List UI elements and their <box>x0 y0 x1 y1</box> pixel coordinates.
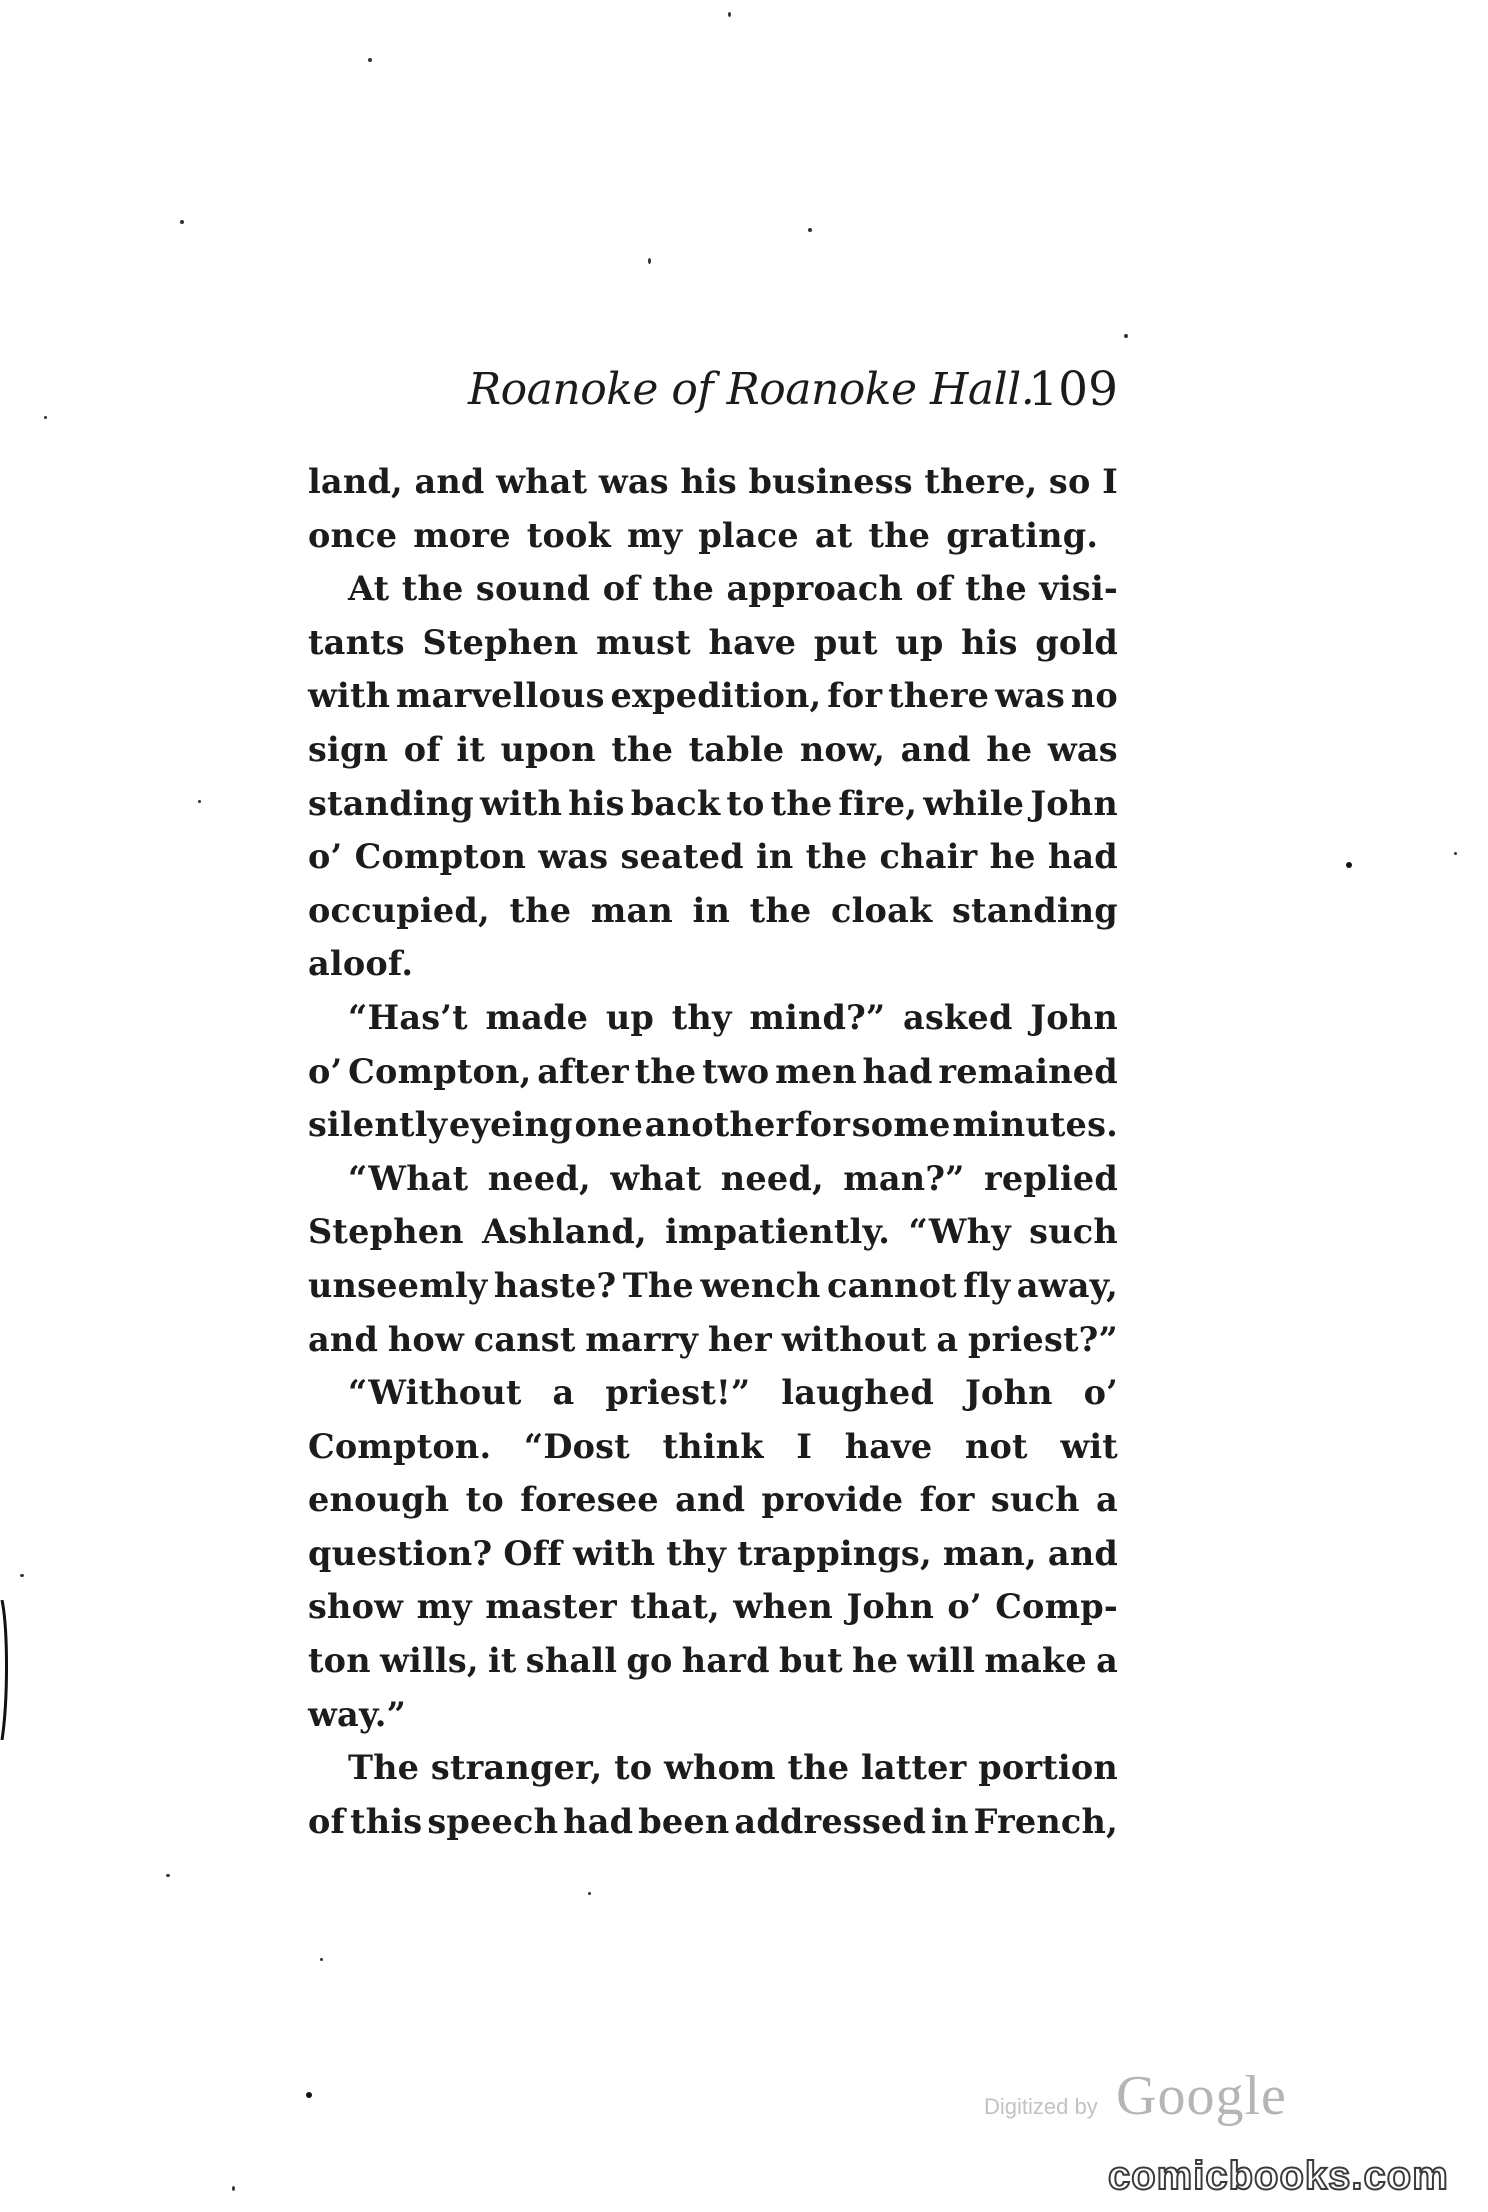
word: had <box>1047 837 1118 877</box>
word: he <box>852 1641 899 1681</box>
word: fly <box>963 1265 1011 1305</box>
word: one <box>574 1105 644 1145</box>
text-line <box>308 1688 1118 1742</box>
word: to <box>726 783 765 823</box>
word: for <box>827 676 883 716</box>
word: “Dost <box>523 1426 630 1466</box>
word: make <box>984 1641 1087 1681</box>
word: there, <box>924 462 1038 501</box>
word: what <box>610 1158 702 1198</box>
word: haste? <box>493 1265 617 1305</box>
word: French, <box>973 1801 1118 1841</box>
word: aloof. <box>308 944 414 984</box>
word: speech <box>427 1801 559 1841</box>
word: was <box>1047 729 1118 769</box>
word: foresee <box>520 1480 659 1520</box>
scan-speck <box>1124 334 1128 338</box>
word: need, <box>487 1158 591 1198</box>
word: John <box>1030 783 1118 823</box>
word: man, <box>942 1533 1037 1573</box>
word: to <box>465 1480 504 1520</box>
word: with <box>308 676 391 716</box>
word: back <box>630 783 721 823</box>
word: some <box>851 1105 951 1145</box>
word: addressed <box>734 1801 927 1841</box>
text-line <box>308 1420 1118 1474</box>
word: “Without <box>348 1373 522 1413</box>
word: the <box>509 890 572 930</box>
word: more <box>413 515 511 555</box>
scan-speck <box>648 258 651 264</box>
word: he <box>989 837 1036 877</box>
word: so <box>1048 462 1091 501</box>
word: expedition, <box>610 676 822 716</box>
word: replied <box>984 1158 1118 1198</box>
word: land, <box>308 462 403 501</box>
word: canst <box>473 1319 576 1359</box>
word: the <box>805 837 868 877</box>
word: the <box>787 1748 850 1788</box>
word: two <box>702 1051 770 1091</box>
body-text <box>308 455 1118 1848</box>
word: go <box>626 1641 673 1681</box>
word: “Has’t <box>348 997 468 1037</box>
word: once <box>308 515 398 555</box>
scan-speck <box>1346 862 1352 868</box>
word: gold <box>1035 622 1118 662</box>
word: another <box>644 1105 794 1145</box>
word: took <box>526 515 611 555</box>
word: that, <box>630 1587 720 1627</box>
word: a <box>1096 1480 1118 1520</box>
word: it <box>456 729 485 769</box>
word: Off <box>503 1533 562 1573</box>
word: Compton <box>354 837 527 877</box>
word: standing <box>308 783 474 823</box>
word: approach <box>726 569 904 609</box>
word: a <box>552 1373 575 1413</box>
word: and <box>1047 1533 1118 1573</box>
word: John <box>964 1373 1053 1413</box>
word: while <box>923 783 1025 823</box>
word: visi- <box>1039 569 1118 609</box>
word: and <box>414 462 485 501</box>
scan-speck <box>368 58 372 62</box>
word: latter <box>860 1748 967 1788</box>
text-line <box>308 616 1118 670</box>
word: put <box>813 622 878 662</box>
word: but <box>778 1641 843 1681</box>
text-line <box>308 723 1118 777</box>
word: in <box>931 1801 969 1841</box>
word: The <box>348 1748 420 1788</box>
word: a <box>1096 1641 1118 1681</box>
word: wit <box>1060 1426 1118 1466</box>
text-line <box>308 669 1118 723</box>
google-logo: Google <box>1116 2065 1287 2127</box>
scan-speck <box>166 1874 170 1877</box>
running-title: Roanoke of Roanoke Hall. <box>468 364 1035 415</box>
page-number: 109 <box>1028 362 1118 417</box>
word: the <box>868 515 931 555</box>
word: away, <box>1016 1265 1118 1305</box>
word: fire, <box>838 783 918 823</box>
word: now, <box>799 729 886 769</box>
binding-edge-mark <box>0 1600 10 1740</box>
word: o’ <box>947 1587 982 1627</box>
site-watermark-text: comicbooks.com <box>1108 2154 1449 2198</box>
word: made <box>485 997 589 1037</box>
word: of <box>403 729 441 769</box>
word: of <box>308 1801 346 1841</box>
word: his <box>680 462 737 501</box>
word: table <box>688 729 785 769</box>
word: marry <box>585 1319 699 1359</box>
word: the <box>401 569 464 609</box>
word: in <box>755 837 794 877</box>
word: think <box>662 1426 764 1466</box>
text-line <box>308 1634 1118 1688</box>
word: way.” <box>308 1694 407 1734</box>
scan-speck <box>232 2186 235 2191</box>
word: asked <box>903 997 1013 1037</box>
word: the <box>611 729 674 769</box>
word: grating. <box>946 515 1099 555</box>
text-line <box>308 1580 1118 1634</box>
text-line <box>308 1366 1118 1420</box>
word: master <box>485 1587 617 1627</box>
word: trappings, <box>737 1533 932 1573</box>
word: The <box>622 1265 694 1305</box>
word: when <box>733 1587 833 1627</box>
word: standing <box>952 890 1118 930</box>
word: portion <box>978 1748 1118 1788</box>
word: have <box>844 1426 933 1466</box>
word: been <box>638 1801 730 1841</box>
word: a <box>936 1319 959 1359</box>
word: at <box>814 515 853 555</box>
word: cloak <box>831 890 933 930</box>
site-watermark <box>1108 2154 1478 2204</box>
word: silently <box>308 1105 448 1145</box>
word: his <box>961 622 1018 662</box>
word: was <box>538 837 609 877</box>
word: Compton. <box>308 1426 492 1466</box>
word: of <box>602 569 640 609</box>
scan-speck <box>808 228 812 232</box>
word: and <box>675 1480 746 1520</box>
scan-speck <box>180 220 184 224</box>
word: was <box>598 462 669 501</box>
word: Stephen <box>422 622 579 662</box>
word: chair <box>879 837 978 877</box>
word: will <box>907 1641 976 1681</box>
word: such <box>990 1480 1080 1520</box>
scan-speck <box>1454 852 1457 855</box>
word: place <box>698 515 799 555</box>
word: stranger, <box>430 1748 603 1788</box>
word: Comp- <box>995 1587 1118 1627</box>
scan-speck <box>306 2092 312 2098</box>
word: I <box>1102 462 1118 501</box>
word: tants <box>308 622 405 662</box>
word: impatiently. <box>665 1212 891 1252</box>
word: John <box>846 1587 935 1627</box>
word: the <box>965 569 1027 609</box>
word: minutes. <box>952 1105 1118 1145</box>
word: up <box>605 997 655 1037</box>
word: enough <box>308 1480 450 1520</box>
word: and <box>308 1319 379 1359</box>
text-line <box>308 1313 1118 1367</box>
word: o’ <box>308 837 343 877</box>
text-line <box>308 1259 1118 1313</box>
word: men <box>775 1051 857 1091</box>
word: sign <box>308 729 389 769</box>
word: Compton, <box>348 1051 532 1091</box>
text-line <box>308 830 1118 884</box>
scan-speck <box>198 800 201 803</box>
word: wills, <box>380 1641 479 1681</box>
text-line <box>308 1741 1118 1795</box>
word: the <box>652 569 715 609</box>
word: he <box>986 729 1033 769</box>
digitized-by-label: Digitized by <box>984 2094 1098 2119</box>
google-watermark <box>976 2064 1296 2134</box>
word: what <box>496 462 588 501</box>
word: marvellous <box>396 676 605 716</box>
word: need, <box>720 1158 824 1198</box>
text-line <box>308 1045 1118 1099</box>
word: laughed <box>781 1373 935 1413</box>
word: the <box>634 1051 697 1091</box>
word: with <box>572 1533 656 1573</box>
word: show <box>308 1587 404 1627</box>
text-line <box>308 1527 1118 1581</box>
word: man?” <box>843 1158 965 1198</box>
word: of <box>915 569 953 609</box>
word: Stephen <box>308 1212 464 1252</box>
word: seated <box>620 837 744 877</box>
word: up <box>895 622 944 662</box>
word: eyeing <box>448 1105 573 1145</box>
word: business <box>748 462 913 501</box>
word: man <box>590 890 673 930</box>
word: question? <box>308 1533 493 1573</box>
word: remained <box>938 1051 1118 1091</box>
word: priest?” <box>968 1319 1118 1359</box>
word: to <box>614 1748 653 1788</box>
scan-speck <box>20 1574 24 1577</box>
word: o’ <box>1083 1373 1118 1413</box>
word: occupied, <box>308 890 490 930</box>
word: after <box>537 1051 629 1091</box>
scan-speck <box>320 1958 323 1961</box>
word: the <box>770 783 833 823</box>
scan-speck <box>728 12 731 17</box>
word: it <box>487 1641 517 1681</box>
word: hard <box>681 1641 770 1681</box>
text-line <box>308 937 1118 991</box>
word: my <box>416 1587 472 1627</box>
word: for <box>919 1480 975 1520</box>
word: thy <box>671 997 732 1037</box>
word: his <box>568 783 625 823</box>
word: unseemly <box>308 1265 488 1305</box>
word: upon <box>500 729 596 769</box>
word: without <box>781 1319 927 1359</box>
word: the <box>749 890 812 930</box>
text-line <box>308 509 1118 563</box>
scan-speck <box>588 1892 591 1895</box>
text-line <box>308 777 1118 831</box>
word: was <box>995 676 1066 716</box>
text-line <box>308 991 1118 1045</box>
text-line <box>308 1795 1118 1849</box>
running-head <box>308 348 1118 418</box>
word: “What <box>348 1158 469 1198</box>
word: in <box>692 890 731 930</box>
word: must <box>595 622 691 662</box>
word: how <box>387 1319 464 1359</box>
text-line <box>308 884 1118 938</box>
word: John <box>1030 997 1118 1037</box>
word: ton <box>308 1641 371 1681</box>
word: have <box>708 622 797 662</box>
text-line <box>308 1098 1118 1152</box>
word: provide <box>761 1480 904 1520</box>
word: shall <box>525 1641 618 1681</box>
word: there <box>888 676 990 716</box>
word: and <box>900 729 971 769</box>
word: wench <box>700 1265 821 1305</box>
word: cannot <box>826 1265 957 1305</box>
word: had <box>862 1051 933 1091</box>
text-line <box>308 562 1118 616</box>
word: whom <box>664 1748 776 1788</box>
word: thy <box>666 1533 727 1573</box>
word: At <box>348 569 390 609</box>
text-line <box>308 1473 1118 1527</box>
word: sound <box>475 569 591 609</box>
word: this <box>350 1801 423 1841</box>
word: had <box>563 1801 634 1841</box>
word: for <box>795 1105 851 1145</box>
word: mind?” <box>749 997 886 1037</box>
word: priest!” <box>605 1373 751 1413</box>
word: I <box>796 1426 813 1466</box>
word: not <box>964 1426 1028 1466</box>
word: such <box>1029 1212 1118 1252</box>
text-line <box>308 1205 1118 1259</box>
word: my <box>626 515 683 555</box>
word: “Why <box>908 1212 1011 1252</box>
text-line <box>308 1152 1118 1206</box>
scan-speck <box>44 416 47 419</box>
word: with <box>479 783 563 823</box>
text-line <box>308 455 1118 509</box>
word: o’ <box>308 1051 343 1091</box>
word: her <box>707 1319 772 1359</box>
word: Ashland, <box>482 1212 647 1252</box>
word: no <box>1070 676 1118 716</box>
